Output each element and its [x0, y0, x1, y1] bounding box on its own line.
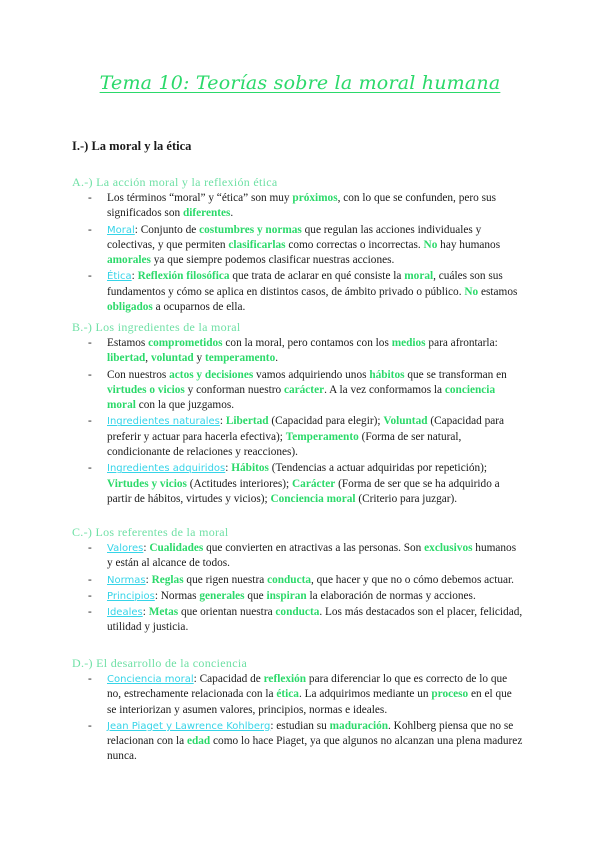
keyword: exclusivos	[424, 542, 473, 554]
list-item	[88, 223, 524, 269]
keyword: Conciencia moral	[270, 492, 356, 505]
text-run: que se transforman en	[404, 368, 507, 381]
keyword: proceso	[431, 688, 469, 701]
keyword: No	[464, 285, 479, 298]
text-run: y conforman nuestro	[184, 383, 284, 396]
section-a-list	[88, 191, 524, 316]
text-run: como correctas o incorrectas.	[285, 238, 424, 251]
text-run: vamos adquiriendo unos	[253, 368, 370, 381]
keyword: moral	[404, 270, 434, 283]
term-label: Moral	[107, 224, 135, 236]
keyword: reflexión	[263, 673, 307, 685]
keyword: edad	[186, 735, 211, 748]
keyword: carácter	[283, 383, 325, 396]
text-run: ,	[145, 352, 151, 365]
text-run: :	[143, 542, 150, 554]
text-run: :	[131, 270, 138, 283]
list-item	[88, 414, 524, 460]
text-run: que trata de aclarar en qué consiste la	[229, 270, 405, 283]
keyword: amorales	[107, 254, 151, 267]
text-run: : Capacidad de	[193, 673, 264, 685]
text-run: Con nuestros	[107, 368, 170, 381]
text-run: (Tendencias a actuar adquiridas por repetición);	[268, 462, 488, 475]
keyword: temperamento	[204, 352, 276, 365]
text-run: que	[244, 589, 267, 602]
text-run: . Los más destacados son el placer, felicidad, utilidad y justicia.	[107, 606, 523, 634]
keyword: conducta	[275, 606, 320, 619]
keyword: medios	[391, 337, 426, 349]
list-item	[88, 672, 524, 718]
keyword: Carácter	[292, 477, 336, 490]
keyword: Hábitos	[231, 462, 269, 475]
text-run: : estudian su	[270, 719, 330, 732]
text-run: y	[193, 352, 205, 365]
text-run: : Normas	[154, 589, 200, 602]
list-item	[88, 336, 524, 367]
keyword: No	[423, 238, 438, 251]
keyword: Virtudes y vicios	[107, 477, 187, 490]
text-run: :	[219, 415, 226, 428]
keyword: actos y decisiones	[169, 368, 254, 381]
keyword: diferentes	[182, 207, 231, 220]
keyword: inspiran	[266, 589, 307, 602]
text-run: .	[275, 352, 279, 365]
text-run: (Capacidad para elegir);	[268, 415, 384, 428]
text-run: a ocuparnos de ella.	[152, 301, 246, 314]
keyword: Reglas	[151, 573, 184, 586]
text-run: . A la vez conformamos la	[324, 383, 445, 396]
text-run: (Capacidad para preferir y actuar para hacerla efectiva);	[107, 415, 505, 443]
section-d-list	[88, 672, 524, 766]
text-run: hay humanos	[437, 238, 501, 251]
section-heading-b: B.-) Los ingredientes de la moral	[72, 320, 241, 334]
list-item	[88, 191, 524, 222]
keyword: próximos	[292, 192, 338, 204]
keyword: clasificarlas	[228, 238, 286, 251]
text-run: :	[145, 573, 152, 586]
list-item	[88, 589, 524, 604]
text-run: , que hacer y que no o cómo debemos actuar.	[311, 573, 514, 586]
keyword: conciencia moral	[107, 383, 496, 412]
text-run: que rigen nuestra	[183, 573, 268, 586]
text-run: ya que siempre podemos clasificar nuestras acciones.	[150, 254, 395, 267]
term-label: Valores	[107, 543, 144, 554]
text-run: (Forma de ser natural, condicionante de relaciones y reacciones).	[107, 430, 462, 459]
text-run: (Forma de ser que se ha adquirido a partir de hábitos, virtudes y vicios);	[107, 477, 500, 505]
text-run: como lo hace Piaget, ya que algunos no alcanzan una plena madurez nunca.	[107, 735, 523, 763]
text-run: :	[142, 606, 149, 619]
term-label: Jean Piaget y Lawrence Kohlberg	[107, 720, 271, 732]
term-label: Principios	[107, 590, 155, 602]
keyword: libertad	[107, 352, 146, 365]
text-run: humanos y están al alcance de todos.	[107, 542, 517, 570]
keyword: obligados	[107, 301, 153, 314]
section-heading-c: C.-) Los referentes de la moral	[72, 525, 229, 539]
text-run: que orientan nuestra	[178, 606, 276, 619]
keyword: maduración	[329, 719, 389, 732]
page-title: Tema 10: Teorías sobre la moral humana	[99, 72, 501, 94]
text-run: la elaboración de normas y acciones.	[306, 589, 476, 602]
text-run: , cuáles son sus fundamentos y cómo se aplica en distintos casos, de ámbito privado o público.	[107, 270, 503, 298]
keyword: voluntad	[150, 352, 194, 365]
text-run: con la que juzgamos.	[135, 399, 235, 412]
term-label: Ingredientes naturales	[107, 416, 220, 428]
keyword: virtudes o vicios	[107, 383, 185, 396]
keyword: conducta	[267, 573, 311, 586]
list-item	[88, 541, 524, 572]
keyword: Cualidades	[149, 542, 204, 554]
text-run: con la moral, pero contamos con los	[222, 337, 392, 349]
list-item	[88, 368, 524, 414]
keyword: Reflexión filosófica	[137, 270, 230, 283]
section-heading-a: A.-) La acción moral y la reflexión ética	[72, 175, 278, 189]
section-b-list	[88, 336, 524, 508]
keyword: Temperamento	[285, 430, 359, 443]
text-run: para afrontarla:	[425, 337, 498, 349]
keyword: ética	[276, 688, 299, 701]
list-item	[88, 605, 524, 636]
text-run: en el que se interiorizan y asumen valores, principios, normas e ideales.	[107, 688, 512, 716]
term-label: Ética	[107, 271, 132, 283]
text-run: , con lo que se confunden, pero sus significados son	[107, 192, 497, 220]
text-run: que regulan las acciones individuales y colectivas, y que permiten	[107, 223, 482, 251]
list-item	[88, 573, 524, 588]
text-run: . La adquirimos mediante un	[298, 688, 432, 701]
section-heading-d: D.-) El desarrollo de la conciencia	[72, 656, 248, 670]
text-run: Los términos “moral” y “ética” son muy	[107, 192, 293, 204]
text-run: (Criterio para juzgar).	[355, 492, 458, 505]
text-run: (Actitudes interiores);	[186, 477, 293, 490]
list-item	[88, 269, 524, 315]
text-run: que convierten en atractivas a las personas. Son	[203, 542, 425, 554]
text-run: Estamos	[107, 337, 149, 349]
term-label: Conciencia moral	[107, 674, 194, 685]
term-label: Ingredientes adquiridos	[107, 463, 226, 475]
text-run: estamos	[478, 285, 518, 298]
section-c-list	[88, 541, 524, 637]
keyword: comprometidos	[148, 337, 223, 349]
text-run: .	[230, 207, 234, 220]
keyword: Libertad	[225, 415, 269, 428]
text-run: para diferenciar lo que es correcto de lo que no, estrechamente relacionada con la	[107, 673, 508, 701]
list-item	[88, 461, 524, 507]
keyword: costumbres y normas	[199, 223, 302, 236]
text-run: : Conjunto de	[134, 223, 200, 236]
list-item	[88, 719, 524, 765]
term-label: Normas	[107, 574, 146, 586]
text-run: :	[225, 462, 232, 475]
keyword: hábitos	[369, 368, 405, 381]
text-run: . Kohlberg piensa que no se relacionan con la	[107, 719, 514, 748]
main-heading: I.-) La moral y la ética	[72, 139, 192, 153]
term-label: Ideales	[107, 607, 143, 619]
keyword: generales	[199, 589, 245, 602]
keyword: Voluntad	[383, 415, 428, 428]
keyword: Metas	[148, 606, 179, 619]
